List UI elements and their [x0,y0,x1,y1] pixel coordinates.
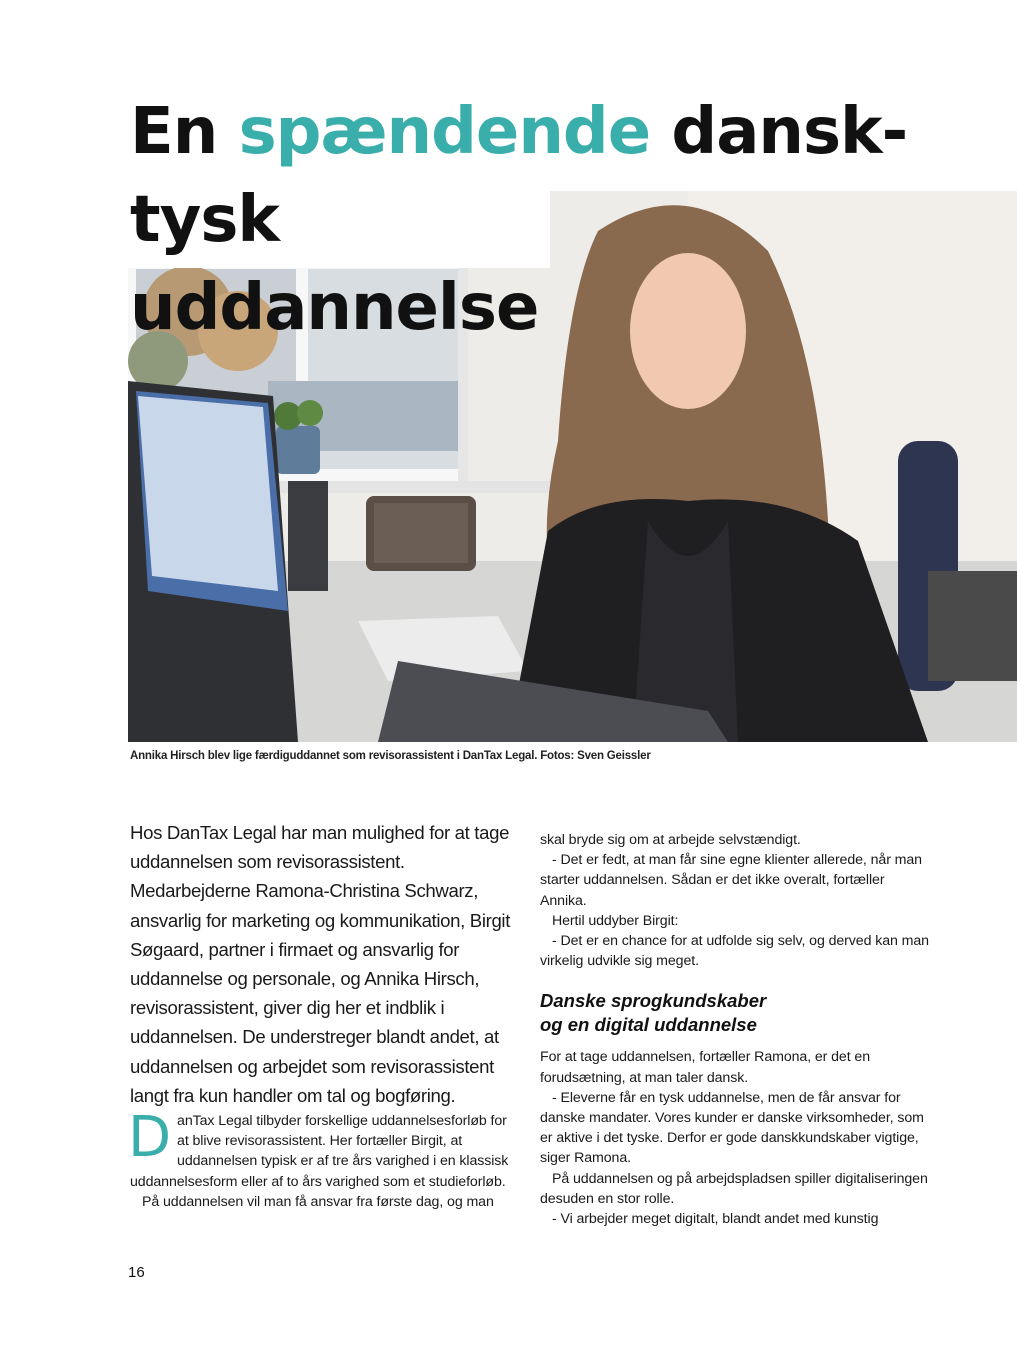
col2-paragraph-3: Hertil uddyber Birgit: [552,912,679,929]
col1-p1-text: anTax Legal tilbyder forskellige uddannelsesforløb for at blive revisorassistent. Her fortæller Birgit, at uddannelsen typisk er af tre års varighed i en klassisk uddannelsesform eller af to års varighed som et studieforløb. [130,1113,509,1190]
page-number: 16 [128,1264,145,1281]
headline-part2: dansk-tysk [130,95,908,257]
body-column-1 [128,1105,520,1212]
col2-paragraph-2: - Det er fedt, at man får sine egne klienter allerede, når man starter uddannelsen. Sådan er det ikke overalt, fortæller Annika. [540,852,922,909]
col1-paragraph-2: På uddannelsen vil man få ansvar fra første dag, og man [142,1193,494,1210]
subheading [540,989,930,1037]
headline-part1: En [130,95,239,169]
body-column-2 [540,830,930,1229]
photo-caption: Annika Hirsch blev lige færdiguddannet som revisorassistent i DanTax Legal. Fotos: Sven Geissler [130,750,651,762]
headline-line2: uddannelse [130,271,539,345]
col2-paragraph-6: - Eleverne får en tysk uddannelse, men de får ansvar for danske mandater. Vores kunder er danske virksomheder, som er aktive i det tyske. Derfor er gode danskkundskaber vigtige, siger Ramona. [540,1089,924,1167]
subheading-line1: Danske sprogkundskaber [540,990,767,1012]
headline [130,88,1017,352]
headline-accent: spændende [238,95,651,169]
col2-paragraph-5: For at tage uddannelsen, fortæller Ramona, er det en forudsætning, at man taler dansk. [540,1049,870,1086]
lead-paragraph: Hos DanTax Legal har man mulighed for at tage uddannelsen som revisorassistent. Medarbejderne Ramona-Christina Schwarz, ansvarlig for marketing og kommunikation, Birgit Søgaard, partner i firmaet og ansvarlig for uddannelse og personale, og Annika Hirsch, revisorassistent, giver dig her et indblik i uddannelsen. De understreger blandt andet, at uddannelsen og arbejdet som revisorassistent langt fra kun handler om tal og bogføring. [130,822,511,1106]
col2-paragraph-7: På uddannelsen og på arbejdspladsen spiller digitaliseringen desuden en stor rolle. [540,1170,928,1207]
subheading-line2: og en digital uddannelse [540,1014,757,1036]
col2-paragraph-1: skal bryde sig om at arbejde selvstændigt. [540,832,801,848]
drop-cap: D [128,1105,172,1170]
col2-paragraph-4: - Det er en chance for at udfolde sig selv, og derved kan man virkelig udvikle sig meget. [540,933,929,970]
col2-paragraph-8: - Vi arbejder meget digitalt, blandt andet med kunstig [552,1211,879,1228]
col1-paragraph-1 [128,1105,520,1192]
